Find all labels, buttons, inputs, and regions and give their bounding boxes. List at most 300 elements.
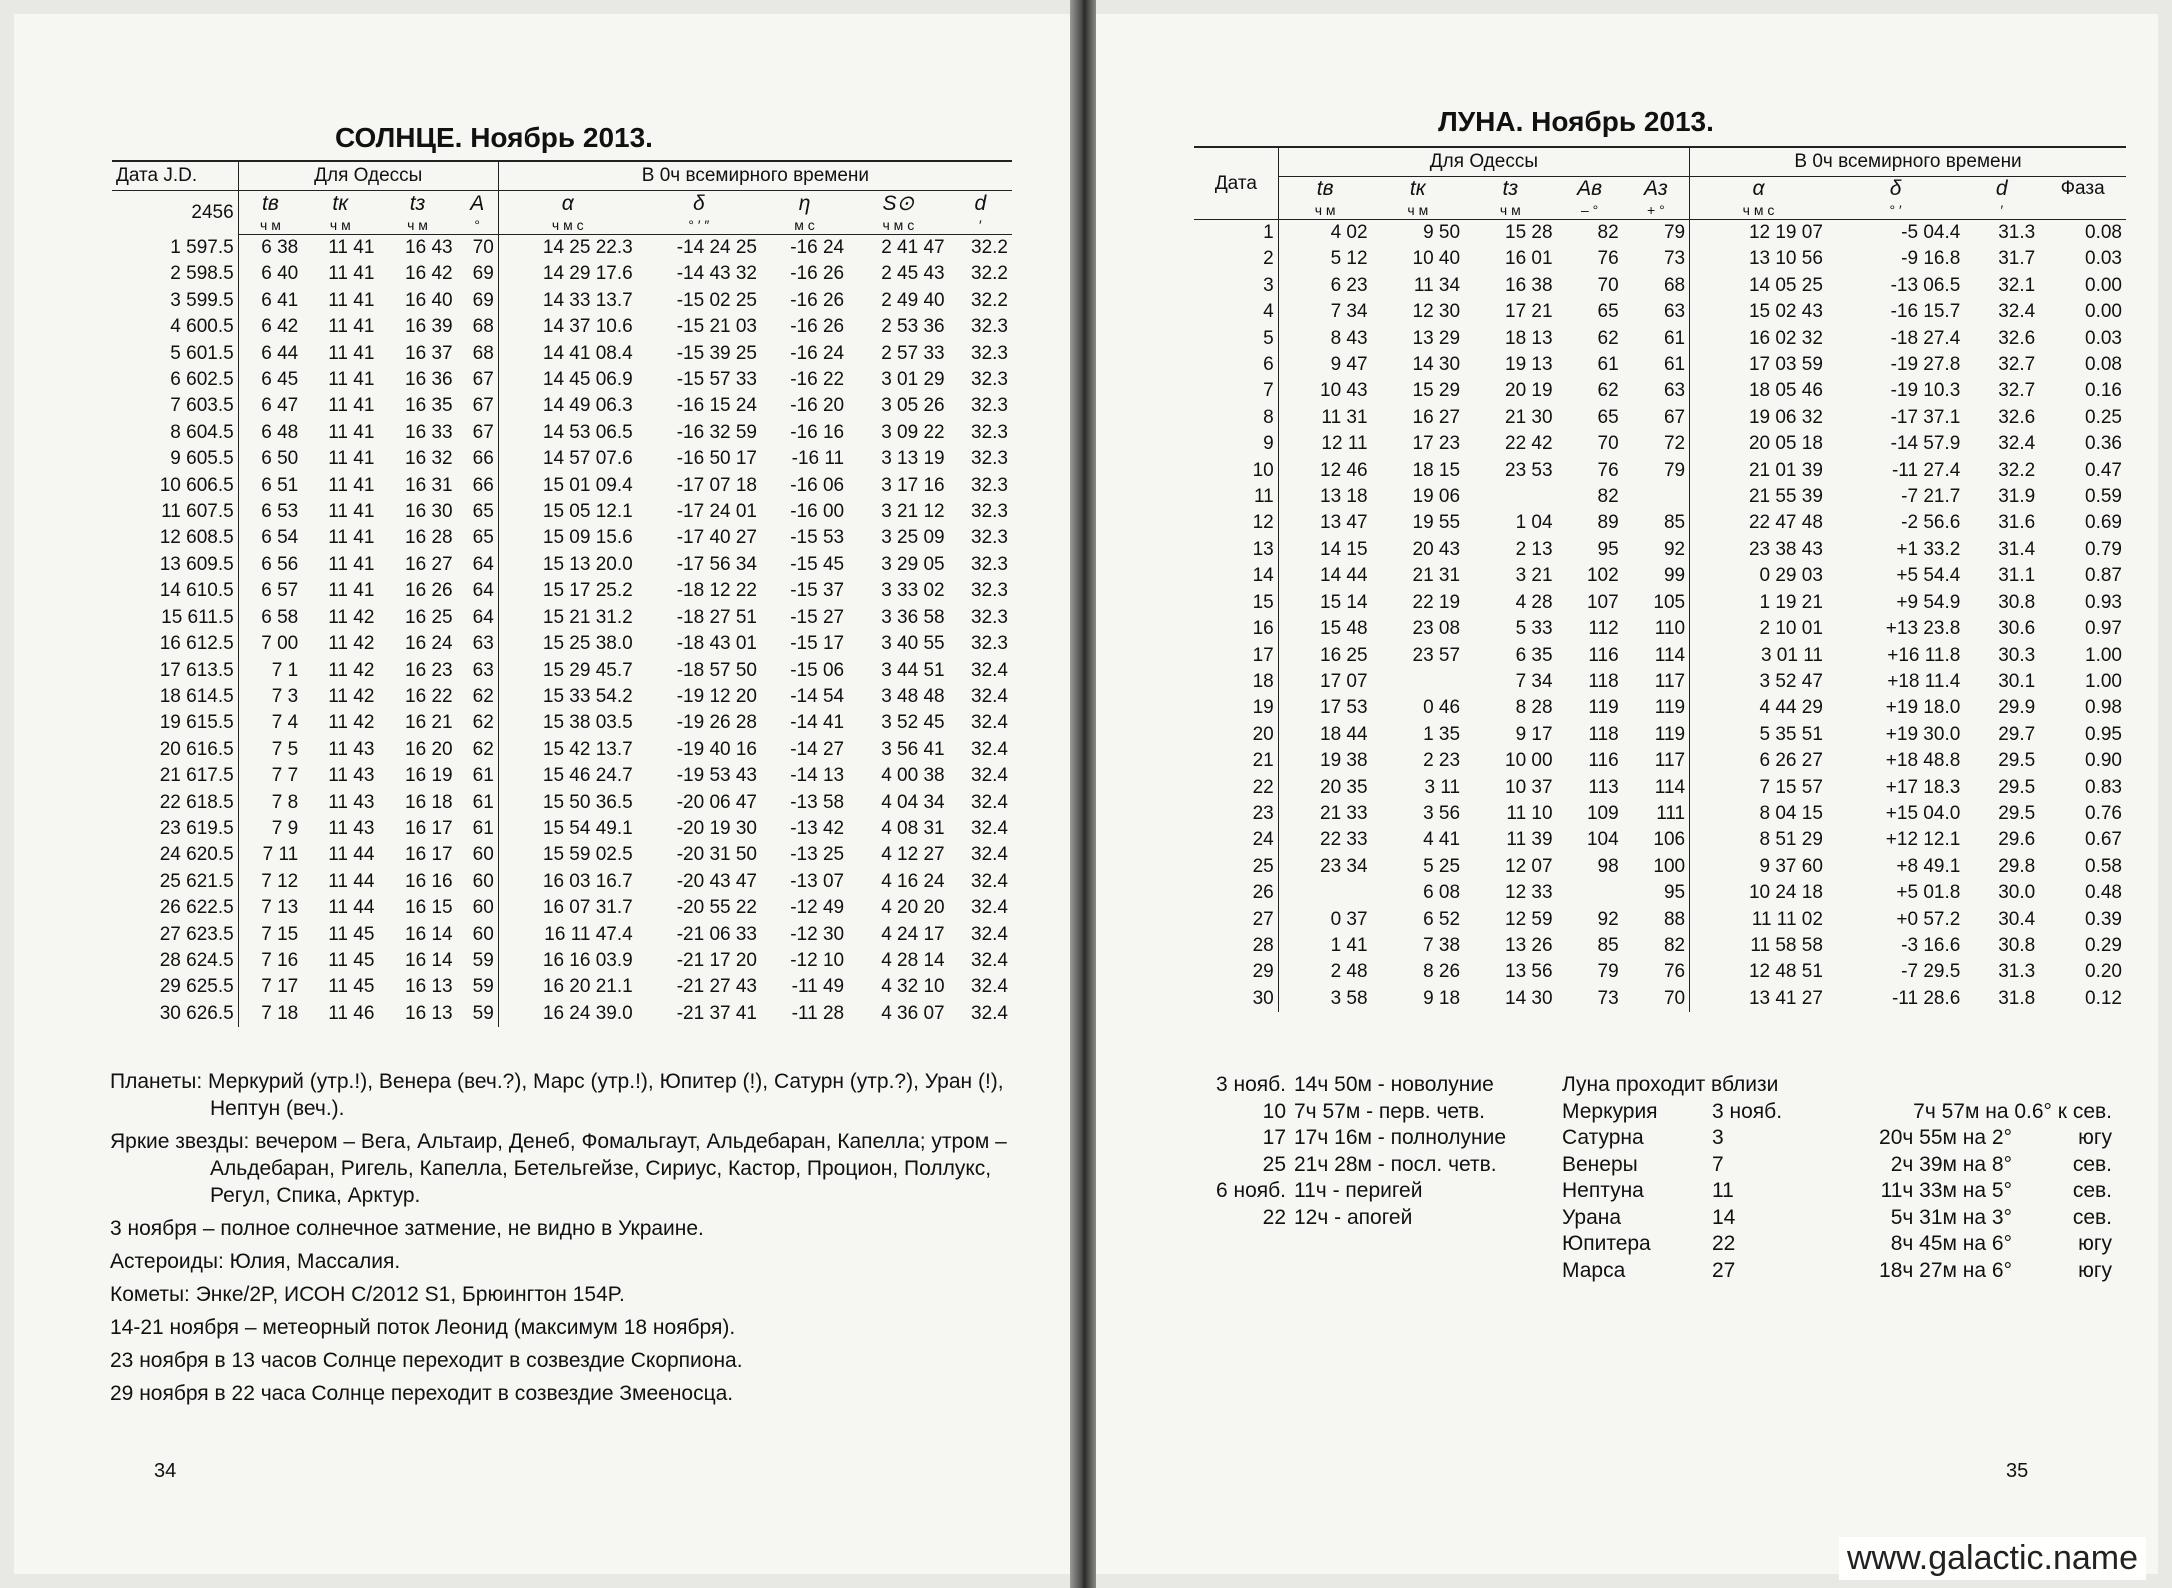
planets-note: Планеты: Меркурий (утр.!), Венера (веч.?), Марс (утр.!), Юпитер (!), Сатурн (утр.?), Уран (!), Нептун (веч.). <box>110 1070 1004 1120</box>
moon-cell-Av: 95 <box>1597 538 1619 560</box>
sun-unit-delta: ° ′ ″ <box>637 216 761 235</box>
moon-cell-alpha: 7 15 57 <box>1759 776 1823 798</box>
pass-direction: югу <box>2078 1258 2112 1282</box>
sun-cell-tv: 6 57 <box>261 580 299 602</box>
sun-cell-eta: -14 41 <box>790 712 845 734</box>
sun-cell-date-jd: 18 614.5 <box>112 684 238 710</box>
moon-cell-date: 1 <box>1194 220 1278 247</box>
sun-cell-tz: 16 30 <box>405 501 453 523</box>
moon-cell-alpha: 12 48 51 <box>1748 961 1823 983</box>
moon-cell-phase: 0.83 <box>2085 776 2122 798</box>
moon-cell-date: 12 <box>1194 510 1278 536</box>
sun-cell-eta: -12 30 <box>790 923 845 945</box>
moon-cell-tk: 17 23 <box>1412 433 1461 455</box>
sun-cell-tv: 6 47 <box>261 395 299 417</box>
sun-cell-date-jd: 1 597.5 <box>112 235 238 262</box>
moon-cell-Av: 116 <box>1588 644 1619 666</box>
sun-cell-date-jd: 16 612.5 <box>112 631 238 657</box>
sun-cell-eta: -15 27 <box>790 606 845 628</box>
moon-cell-d: 31.4 <box>1998 538 2036 560</box>
table-row <box>112 737 1012 763</box>
phase-event: 21ч 28м - посл. четв. <box>1294 1152 1497 1176</box>
moon-cell-delta: +5 54.4 <box>1896 565 1961 587</box>
moon-cell-alpha: 21 55 39 <box>1748 486 1823 508</box>
moon-cell-alpha: 12 19 07 <box>1748 222 1823 243</box>
moon-cell-tz: 15 28 <box>1505 222 1553 243</box>
moon-cell-Az: 68 <box>1623 273 1690 299</box>
sun-cell-d: 32.3 <box>971 342 1008 364</box>
sun-cell-delta: -20 19 30 <box>676 817 757 839</box>
sun-cell-A: 66 <box>457 446 499 472</box>
sun-cell-delta: -20 55 22 <box>676 897 757 919</box>
sun-cell-tz: 16 18 <box>405 791 453 813</box>
moon-hdr-tv: tв <box>1316 177 1334 200</box>
sun-cell-eta: -16 26 <box>790 263 845 285</box>
moon-cell-Av: 107 <box>1586 591 1619 613</box>
sun-cell-alpha: 15 33 54.2 <box>542 685 633 707</box>
sun-cell-tv: 6 58 <box>261 606 299 628</box>
moon-cell-phase: 0.47 <box>2085 459 2122 481</box>
sun-cell-A: 70 <box>457 235 499 262</box>
sun-cell-alpha: 15 21 31.2 <box>542 606 633 628</box>
sun-cell-tk: 11 41 <box>328 316 375 338</box>
moon-cell-phase: 0.58 <box>2085 855 2122 877</box>
table-row <box>112 578 1012 604</box>
sun-cell-so: 4 36 07 <box>881 1002 945 1024</box>
sun-cell-date-jd: 21 617.5 <box>112 763 238 789</box>
scorpio-note: 23 ноября в 13 часов Солнце переходит в созвездие Скорпиона. <box>110 1349 743 1372</box>
table-row <box>1194 907 2126 933</box>
moon-cell-tz: 13 26 <box>1505 934 1553 956</box>
pass-time: 8ч 45м на 6° <box>1890 1232 2012 1255</box>
moon-cell-tv: 10 43 <box>1320 380 1368 402</box>
sun-cell-tz: 16 35 <box>405 395 453 417</box>
sun-cell-alpha: 16 16 03.9 <box>542 949 633 971</box>
moon-cell-tv: 13 47 <box>1320 512 1368 534</box>
moon-cell-alpha: 18 05 46 <box>1748 380 1823 402</box>
moon-cell-date: 18 <box>1194 669 1278 695</box>
moon-cell-tz: 16 01 <box>1505 248 1553 270</box>
sun-cell-so: 2 41 47 <box>881 237 945 258</box>
moon-cell-tk: 3 56 <box>1423 802 1461 824</box>
sun-cell-eta: -16 22 <box>790 369 845 391</box>
sun-cell-d: 32.4 <box>971 870 1008 892</box>
left-page-sun <box>14 14 1070 1574</box>
sun-cell-so: 3 09 22 <box>881 421 945 443</box>
sun-cell-date-jd: 23 619.5 <box>112 816 238 842</box>
sun-cell-d: 32.3 <box>971 421 1008 443</box>
moon-cell-d: 31.6 <box>1998 512 2036 534</box>
moon-cell-alpha: 11 11 02 <box>1751 908 1823 930</box>
moon-cell-phase: 0.29 <box>2085 934 2122 956</box>
moon-ephemeris-table <box>1194 146 2126 1012</box>
sun-cell-delta: -17 24 01 <box>676 501 757 523</box>
sun-cell-tz: 16 33 <box>405 421 453 443</box>
moon-cell-tk: 11 34 <box>1413 274 1461 296</box>
table-row <box>1194 220 2126 247</box>
table-row <box>1194 695 2126 721</box>
moon-cell-d: 29.5 <box>1998 750 2036 772</box>
sun-unit-tz: ч м <box>378 216 456 235</box>
sun-cell-delta: -15 02 25 <box>676 289 757 311</box>
sun-cell-A: 65 <box>457 525 499 551</box>
moon-cell-tk: 21 31 <box>1412 565 1461 587</box>
sun-cell-tz: 16 36 <box>405 369 453 391</box>
moon-unit-tz: ч м <box>1464 201 1557 220</box>
moon-cell-Av: 109 <box>1586 802 1619 824</box>
sun-cell-tk: 11 42 <box>328 633 375 655</box>
moon-cell-tz: 1 04 <box>1515 512 1553 534</box>
eclipse-note: 3 ноября – полное солнечное затмение, не видно в Украине. <box>110 1217 704 1240</box>
moon-cell-Av: 61 <box>1597 354 1619 376</box>
moon-cell-tz: 6 35 <box>1515 644 1553 666</box>
moon-cell-tz <box>1464 484 1557 510</box>
sun-hdr-date: Дата J.D. <box>112 161 238 191</box>
moon-cell-Av: 92 <box>1597 908 1619 930</box>
moon-cell-tv: 9 47 <box>1330 354 1368 376</box>
sun-cell-A: 60 <box>457 895 499 921</box>
pass-planet: Сатурна <box>1562 1126 1644 1149</box>
moon-cell-alpha: 19 06 32 <box>1748 406 1823 428</box>
sun-cell-tv: 7 13 <box>261 897 299 919</box>
sun-cell-eta: -13 07 <box>790 870 845 892</box>
moon-cell-tk <box>1372 669 1465 695</box>
moon-cell-delta: -3 16.6 <box>1901 934 1961 956</box>
list-item <box>1562 1205 2142 1232</box>
sun-cell-d: 32.4 <box>971 817 1008 839</box>
sun-cell-delta: -19 26 28 <box>676 712 757 734</box>
sun-cell-so: 2 45 43 <box>881 263 945 285</box>
moon-cell-alpha: 22 47 48 <box>1748 512 1823 534</box>
sun-cell-so: 2 53 36 <box>881 316 945 338</box>
sun-cell-tk: 11 42 <box>328 659 375 681</box>
phase-date: 25 <box>1262 1152 1286 1176</box>
moon-cell-tv: 5 12 <box>1330 248 1368 270</box>
sun-cell-tv: 7 00 <box>261 633 299 655</box>
sun-cell-so: 3 13 19 <box>881 448 945 470</box>
pass-planet: Венеры <box>1562 1152 1638 1176</box>
moon-cell-Az: 73 <box>1623 246 1690 272</box>
sun-cell-alpha: 16 03 16.7 <box>542 870 633 892</box>
moon-conjunctions <box>1562 1072 2142 1284</box>
moon-cell-phase: 0.93 <box>2085 591 2122 613</box>
sun-cell-alpha: 15 59 02.5 <box>542 844 633 866</box>
moon-cell-delta: -19 27.8 <box>1890 354 1961 376</box>
moon-cell-tv: 12 11 <box>1321 433 1368 455</box>
sun-cell-A: 62 <box>457 737 499 763</box>
moon-cell-date: 16 <box>1194 616 1278 642</box>
sun-cell-tz: 16 40 <box>405 289 453 311</box>
moon-cell-tz: 21 30 <box>1505 406 1553 428</box>
moon-cell-tz: 10 37 <box>1505 776 1553 798</box>
moon-cell-tz: 11 10 <box>1506 802 1553 824</box>
sun-cell-date-jd: 4 600.5 <box>112 314 238 340</box>
moon-cell-alpha: 10 24 18 <box>1748 882 1823 904</box>
sun-cell-so: 3 17 16 <box>881 474 945 496</box>
sun-cell-tz: 16 31 <box>405 474 453 496</box>
moon-cell-Av: 82 <box>1597 486 1619 508</box>
moon-cell-Az: 63 <box>1623 378 1690 404</box>
moon-cell-Av: 62 <box>1597 380 1619 402</box>
sun-cell-d: 32.3 <box>971 474 1008 496</box>
moon-cell-delta: -2 56.6 <box>1901 512 1961 534</box>
sun-unit-tv: ч м <box>238 216 302 235</box>
moon-cell-date: 24 <box>1194 827 1278 853</box>
moon-cell-d: 30.0 <box>1998 882 2036 904</box>
moon-cell-d: 30.8 <box>1998 934 2036 956</box>
moon-cell-d: 30.8 <box>1998 591 2036 613</box>
moon-cell-tk: 8 26 <box>1423 961 1461 983</box>
table-row <box>1194 959 2126 985</box>
moon-cell-phase: 0.90 <box>2085 750 2122 772</box>
moon-hdr-date: Дата <box>1194 147 1278 220</box>
moon-cell-tk: 12 30 <box>1412 301 1461 323</box>
table-row <box>112 499 1012 525</box>
moon-cell-tv <box>1278 880 1371 906</box>
moon-cell-alpha: 9 37 60 <box>1759 855 1823 877</box>
sun-cell-tz: 16 25 <box>405 606 453 628</box>
sun-ephemeris-table <box>112 160 1012 1027</box>
sun-cell-d: 32.3 <box>971 395 1008 417</box>
sun-cell-tk: 11 41 <box>328 448 375 470</box>
sun-cell-delta: -19 12 20 <box>676 685 757 707</box>
moon-cell-Az: 110 <box>1623 616 1690 642</box>
sun-cell-tv: 6 53 <box>261 501 299 523</box>
sun-cell-alpha: 14 29 17.6 <box>542 263 633 285</box>
moon-cell-Az: 67 <box>1623 405 1690 431</box>
sun-cell-date-jd: 20 616.5 <box>112 737 238 763</box>
sun-cell-delta: -18 27 51 <box>676 606 757 628</box>
moon-hdr-tk: tк <box>1409 177 1426 200</box>
sun-cell-tv: 7 8 <box>271 791 299 813</box>
pass-date: 14 <box>1712 1205 1736 1229</box>
moon-cell-alpha: 11 58 58 <box>1750 934 1823 956</box>
sun-cell-so: 3 21 12 <box>881 501 945 523</box>
sun-cell-tz: 16 22 <box>405 685 453 707</box>
sun-cell-tv: 7 16 <box>261 949 299 971</box>
moon-cell-Az: 61 <box>1623 352 1690 378</box>
moon-cell-Av: 65 <box>1597 406 1619 428</box>
moon-cell-Az: 79 <box>1623 220 1690 247</box>
moon-cell-date: 13 <box>1194 537 1278 563</box>
sun-unit-A: ° <box>457 216 499 235</box>
sun-cell-eta: -14 27 <box>790 738 845 760</box>
sun-cell-d: 32.3 <box>971 448 1008 470</box>
moon-cell-Av <box>1557 880 1623 906</box>
sun-cell-tv: 6 40 <box>261 263 299 285</box>
moon-cell-tk: 18 15 <box>1412 459 1461 481</box>
bright-stars-note: Яркие звезды: вечером – Вега, Альтаир, Денеб, Фомальгаут, Альдебаран, Капелла; утром – Альдебаран, Ригель, Капелла, Бетельгейзе, Сириус, Кастор, Процион, Поллукс, Регул, Спика, Арктур. <box>110 1130 1007 1207</box>
pass-planet: Меркурия <box>1562 1099 1658 1123</box>
moon-cell-Az: 117 <box>1623 669 1690 695</box>
sun-cell-delta: -21 17 20 <box>676 949 757 971</box>
sun-cell-A: 67 <box>457 420 499 446</box>
moon-cell-tv: 12 46 <box>1320 459 1368 481</box>
moon-cell-tv: 13 18 <box>1320 486 1368 508</box>
table-row <box>1194 748 2126 774</box>
pass-date: 22 <box>1712 1232 1736 1255</box>
moon-cell-date: 2 <box>1194 246 1278 272</box>
moon-cell-tv: 2 48 <box>1330 961 1368 983</box>
sun-cell-delta: -20 06 47 <box>676 791 757 813</box>
moon-cell-Av: 65 <box>1597 301 1619 323</box>
sun-cell-A: 64 <box>457 605 499 631</box>
sun-hdr-tv: tв <box>262 191 279 215</box>
moon-cell-d: 31.3 <box>1998 961 2036 983</box>
moon-cell-d: 32.2 <box>1998 459 2036 481</box>
sun-cell-alpha: 15 38 03.5 <box>542 712 633 734</box>
moon-cell-phase: 0.87 <box>2085 565 2122 587</box>
moon-cell-alpha: 8 04 15 <box>1759 802 1823 824</box>
table-row <box>1194 986 2126 1012</box>
moon-cell-tv: 7 34 <box>1330 301 1368 323</box>
sun-cell-date-jd: 15 611.5 <box>112 605 238 631</box>
moon-cell-Az: 111 <box>1623 801 1690 827</box>
sun-cell-eta: -16 26 <box>790 316 845 338</box>
table-row <box>1194 537 2126 563</box>
moon-cell-Av: 70 <box>1597 274 1619 296</box>
moon-cell-phase: 0.20 <box>2085 961 2122 983</box>
sun-cell-d: 32.4 <box>971 844 1008 866</box>
sun-cell-date-jd: 28 624.5 <box>112 948 238 974</box>
pass-date: 27 <box>1712 1258 1736 1282</box>
moon-cell-tk: 19 55 <box>1412 512 1461 534</box>
moon-cell-tz: 10 00 <box>1505 750 1553 772</box>
sun-cell-so: 3 40 55 <box>881 633 945 655</box>
pass-time: 20ч 55м на 2° <box>1879 1126 2012 1149</box>
pass-planet: Урана <box>1562 1205 1622 1229</box>
table-row <box>1194 643 2126 669</box>
sun-cell-alpha: 15 17 25.2 <box>542 580 633 602</box>
sun-cell-d: 32.4 <box>971 685 1008 707</box>
moon-cell-Az: 85 <box>1623 510 1690 536</box>
sun-cell-alpha: 14 41 08.4 <box>542 342 633 364</box>
moon-cell-delta: -13 06.5 <box>1890 274 1961 296</box>
table-row <box>112 393 1012 419</box>
table-row <box>112 631 1012 657</box>
moon-cell-date: 28 <box>1194 933 1278 959</box>
sun-cell-tz: 16 42 <box>405 263 453 285</box>
moon-hdr-tz: tз <box>1502 177 1519 200</box>
moon-cell-Av: 102 <box>1586 565 1619 587</box>
moon-cell-d: 31.3 <box>1998 222 2036 243</box>
sun-cell-A: 60 <box>457 922 499 948</box>
sun-cell-tk: 11 44 <box>328 897 375 919</box>
sun-cell-eta: -15 17 <box>790 633 845 655</box>
moon-cell-delta: +15 04.0 <box>1885 802 1961 824</box>
phase-date: 6 нояб. <box>1215 1179 1286 1202</box>
moon-cell-tz: 20 19 <box>1505 380 1553 402</box>
moon-cell-tk: 9 50 <box>1423 222 1461 243</box>
sun-cell-date-jd: 24 620.5 <box>112 842 238 868</box>
moon-cell-phase: 0.39 <box>2085 908 2122 930</box>
sun-cell-A: 69 <box>457 288 499 314</box>
table-row <box>112 261 1012 287</box>
sun-cell-delta: -16 15 24 <box>676 395 757 417</box>
sun-cell-d: 32.3 <box>971 316 1008 338</box>
sun-cell-d: 32.3 <box>971 633 1008 655</box>
moon-cell-delta: +0 57.2 <box>1896 908 1961 930</box>
sun-cell-eta: -14 13 <box>790 765 845 787</box>
sun-cell-alpha: 15 29 45.7 <box>542 659 633 681</box>
moon-cell-tz: 16 38 <box>1505 274 1553 296</box>
moon-unit-delta: ° ′ <box>1827 201 1964 220</box>
sun-cell-A: 62 <box>457 684 499 710</box>
moon-cell-phase: 0.03 <box>2085 248 2122 270</box>
sun-cell-delta: -16 32 59 <box>676 421 757 443</box>
moon-cell-Az <box>1623 484 1690 510</box>
table-row <box>1194 801 2126 827</box>
moon-cell-tv: 15 48 <box>1320 618 1368 640</box>
table-row <box>112 314 1012 340</box>
table-row <box>1194 378 2126 404</box>
sun-hdr-so: S⊙ <box>882 192 915 215</box>
sun-cell-so: 3 36 58 <box>881 606 945 628</box>
moon-cell-date: 10 <box>1194 458 1278 484</box>
sun-cell-date-jd: 8 604.5 <box>112 420 238 446</box>
table-row <box>112 658 1012 684</box>
sun-cell-tk: 11 41 <box>328 527 375 549</box>
moon-cell-tv: 17 53 <box>1320 697 1368 719</box>
table-row <box>112 1001 1012 1027</box>
moon-cell-date: 20 <box>1194 722 1278 748</box>
moon-cell-Av: 79 <box>1597 961 1619 983</box>
sun-cell-alpha: 15 13 20.0 <box>542 553 633 575</box>
sun-cell-delta: -20 43 47 <box>676 870 757 892</box>
watermark-logo: www.galactic.name <box>1839 1537 2146 1580</box>
sun-cell-delta: -19 53 43 <box>676 765 757 787</box>
table-row <box>1194 246 2126 272</box>
pass-time: 18ч 27м на 6° <box>1879 1258 2012 1282</box>
sun-cell-tv: 7 9 <box>271 817 299 839</box>
sun-cell-alpha: 14 25 22.3 <box>542 237 633 258</box>
moon-cell-tk: 5 25 <box>1423 855 1461 877</box>
sun-cell-A: 62 <box>457 710 499 736</box>
moon-hdr-Av: Aв <box>1577 177 1603 200</box>
moon-cell-tv: 4 02 <box>1330 222 1368 243</box>
moon-cell-tv: 18 44 <box>1320 723 1368 745</box>
pass-time: 5ч 31м на 3° <box>1890 1205 2012 1229</box>
pass-date: 7 <box>1712 1152 1724 1176</box>
meteor-shower-note: 14-21 ноября – метеорный поток Леонид (максимум 18 ноября). <box>110 1316 736 1339</box>
sun-cell-date-jd: 11 607.5 <box>112 499 238 525</box>
sun-cell-A: 68 <box>457 314 499 340</box>
sun-cell-delta: -15 21 03 <box>676 316 757 338</box>
sun-cell-tk: 11 46 <box>328 1002 375 1024</box>
sun-cell-eta: -13 25 <box>790 844 845 866</box>
moon-hdr-odessa: Для Одессы <box>1278 147 1689 177</box>
moon-cell-delta: -16 15.7 <box>1890 301 1961 323</box>
sun-cell-eta: -11 28 <box>791 1002 845 1024</box>
table-row <box>1194 669 2126 695</box>
moon-cell-delta: -11 28.6 <box>1891 987 1961 1009</box>
sun-cell-tk: 11 43 <box>328 791 375 813</box>
sun-cell-tk: 11 41 <box>328 395 375 417</box>
table-row <box>112 948 1012 974</box>
sun-cell-A: 61 <box>457 790 499 816</box>
sun-cell-date-jd: 12 608.5 <box>112 525 238 551</box>
sun-cell-eta: -16 06 <box>790 474 845 496</box>
pass-date: 3 <box>1712 1126 1724 1149</box>
moon-cell-date: 4 <box>1194 299 1278 325</box>
sun-cell-delta: -17 07 18 <box>676 474 757 496</box>
moon-cell-Av: 104 <box>1586 829 1619 851</box>
sun-cell-alpha: 16 11 47.4 <box>544 923 633 945</box>
moon-cell-delta: -17 37.1 <box>1890 406 1961 428</box>
table-row <box>112 552 1012 578</box>
moon-cell-phase: 0.00 <box>2085 274 2122 296</box>
pass-time: 7ч 57м на 0.6° к сев. <box>1913 1099 2112 1123</box>
